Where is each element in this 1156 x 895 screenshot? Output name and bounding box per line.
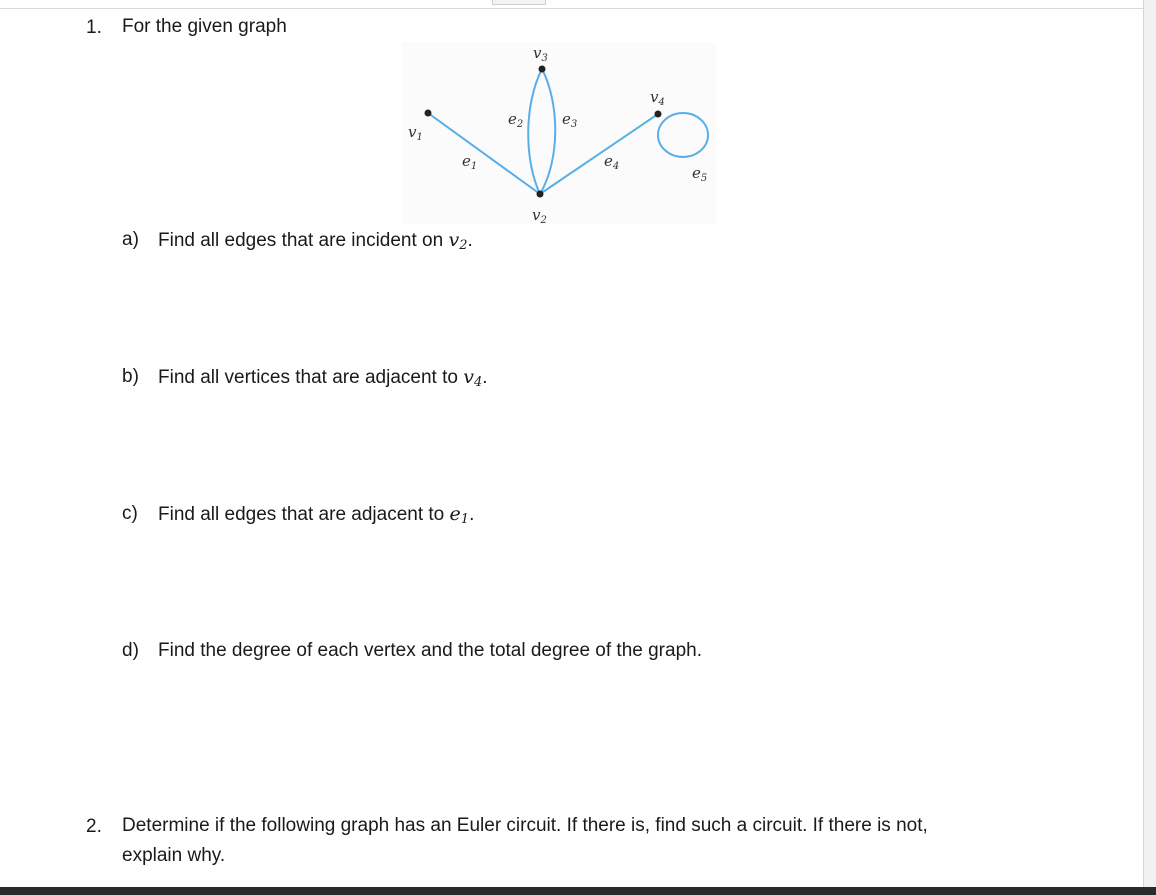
label-v4: $v_4$ [650,88,665,108]
label-v3: $v_3$ [533,44,548,64]
vertex-v4 [655,111,662,118]
vertical-scrollbar[interactable] [1143,0,1156,887]
edge-e2 [528,69,542,194]
graph-svg [402,42,716,224]
question-2-line-2: explain why. [122,845,226,866]
part-a-text: Find all edges that are incident on $v_2$. [158,229,473,253]
part-c-math: $e_1$ [449,503,470,527]
label-e3: $e_3$ [562,110,578,130]
part-a-math: $v_2$ [448,229,468,253]
page-top-border [0,8,1144,9]
question-2-text [122,811,1122,871]
edge-e4 [540,114,658,194]
edge-e5 [658,113,708,157]
vertex-v1 [425,110,432,117]
question-2-line-1: Determine if the following graph has an Euler circuit. If there is, find such a circuit. If there is not, [122,815,928,836]
page-top-tab [492,0,546,5]
vertex-v3 [539,66,546,73]
label-e1: $e_1$ [462,152,478,172]
part-a-label: a) [122,229,139,250]
part-b-label: b) [122,366,139,387]
edge-e3 [540,69,555,194]
label-e4: $e_4$ [604,152,620,172]
bottom-taskbar [0,887,1156,895]
part-b-math: $v_4$ [463,366,483,390]
question-2-number: 2. [86,816,102,837]
part-c-text: Find all edges that are adjacent to $e_1$. [158,503,475,527]
question-1-prompt: For the given graph [122,16,287,37]
label-v1: $v_1$ [408,123,423,143]
graph-figure [402,42,716,224]
vertex-v2 [537,191,544,198]
label-e2: $e_2$ [508,110,524,130]
part-d-text: Find the degree of each vertex and the total degree of the graph. [158,640,702,661]
label-v2: $v_2$ [532,206,547,224]
label-e5: $e_5$ [692,164,708,184]
question-1-number: 1. [86,17,102,38]
part-d-label: d) [122,640,139,661]
part-c-label: c) [122,503,138,524]
part-b-text: Find all vertices that are adjacent to $v_4$. [158,366,488,390]
